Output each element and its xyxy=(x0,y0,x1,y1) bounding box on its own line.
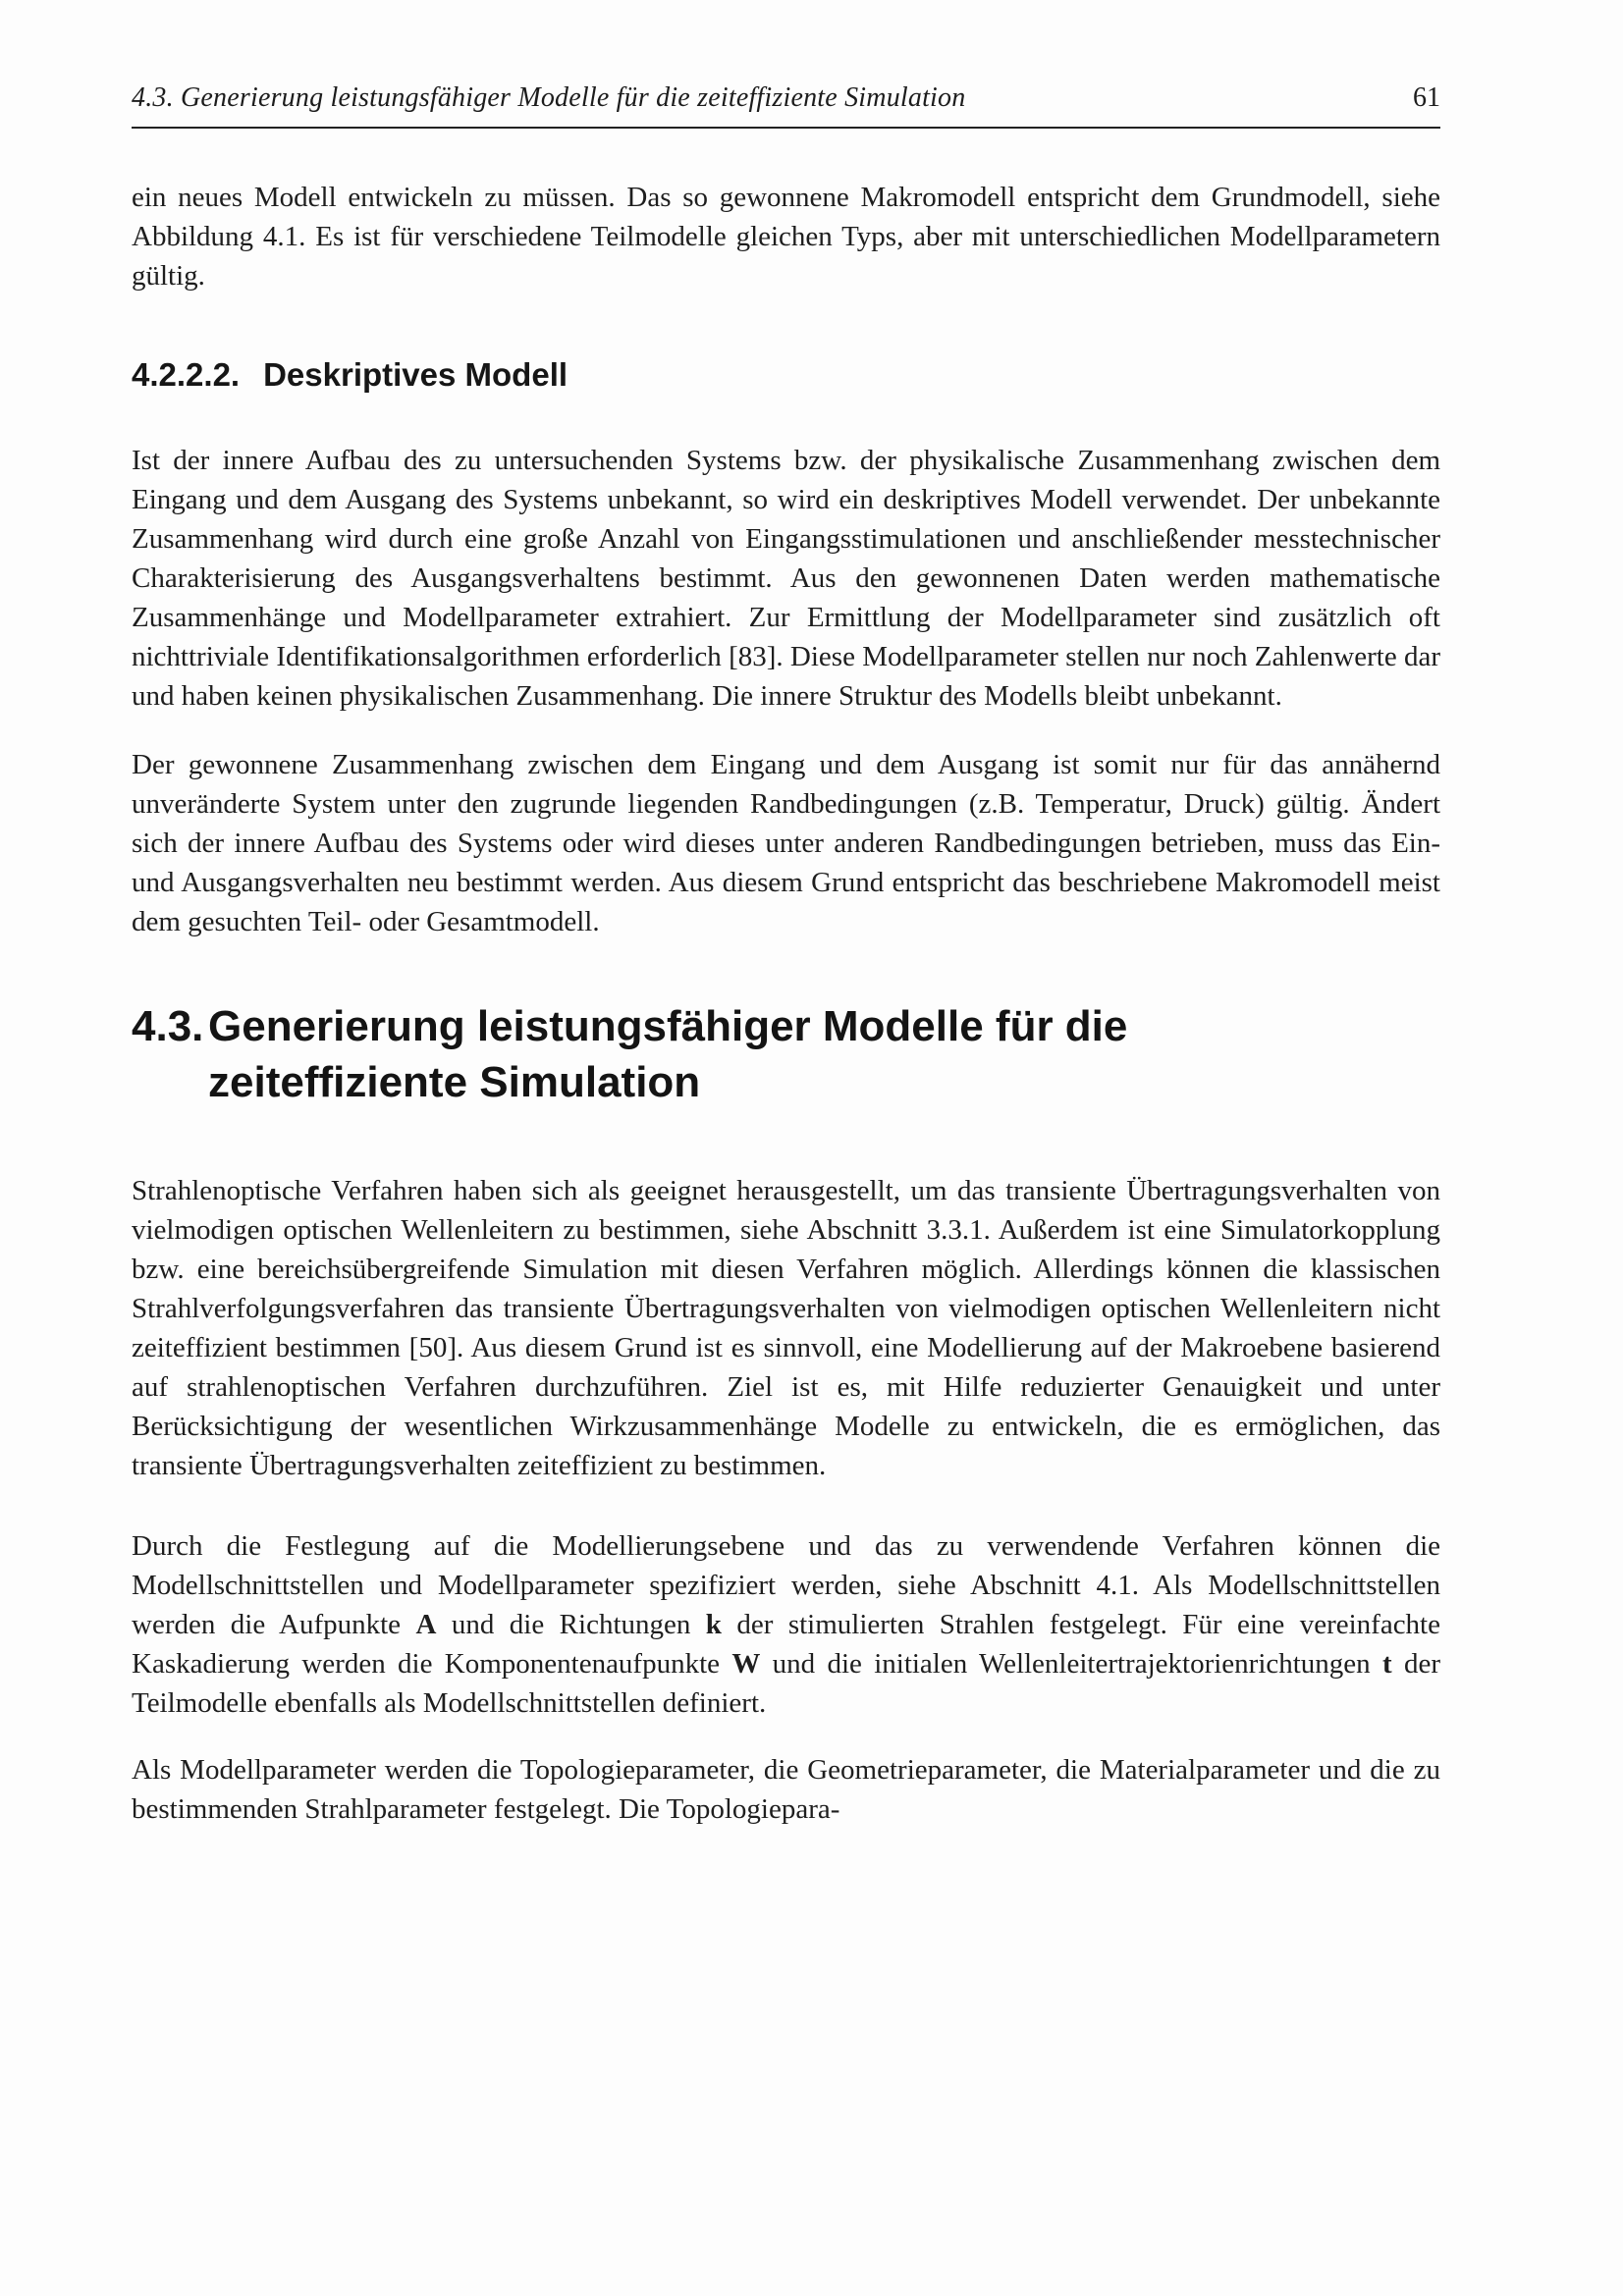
math-symbol-t: t xyxy=(1381,1648,1392,1680)
subsection-heading-deskriptives-modell xyxy=(132,356,1440,394)
p5-segment-3: der stimulierten Strahlen festgelegt. Für eine vereinfachte Kaskadierung werden die Komponentenaufpunkte xyxy=(132,1609,1440,1680)
page-number: 61 xyxy=(1413,82,1440,113)
paragraph-ray-optics-methods: Strahlenoptische Verfahren haben sich als geeignet herausgestellt, um das transiente Übertragungsverhalten von vielmodigen optischen Wellenleitern zu bestimmen, siehe Abschnitt 3.3.1. Außerdem ist eine Simulatorkopplung bzw. eine bereichsübergreifende Simulation mit diesen Verfahren möglich. Allerdings können die klassischen Strahlverfolgungsverfahren das transiente Übertragungsverhalten von vielmodigen optischen Wellenleitern nicht zeiteffizient bestimmen [50]. Aus diesem Grund ist es sinnvoll, eine Modellierung auf der Makroebene basierend auf strahlenoptischen Verfahren durchzuführen. Ziel ist es, mit Hilfe reduzierter Genauigkeit und unter Berücksichtigung der wesentlichen Wirkzusammenhänge Modelle zu entwickeln, die es ermöglichen, das transiente Übertragungsverhalten zeiteffizient zu bestimmen. xyxy=(132,1175,1440,1481)
math-symbol-k: k xyxy=(705,1609,722,1640)
page-header xyxy=(132,82,1440,129)
header-rule xyxy=(132,127,1440,129)
p5-segment-4: und die initialen Wellenleitertrajektorienrichtungen xyxy=(760,1648,1382,1680)
paragraph-macromodel-continuation: ein neues Modell entwickeln zu müssen. Das so gewonnene Makromodell entspricht dem Grundmodell, siehe Abbildung 4.1. Es ist für verschiedene Teilmodelle gleichen Typs, aber mit unterschiedlichen Modellparametern gültig. xyxy=(132,182,1440,292)
paragraph-relationship-validity: Der gewonnene Zusammenhang zwischen dem Eingang und dem Ausgang ist somit nur für das annähernd unveränderte System unter den zugrunde liegenden Randbedingungen (z.B. Temperatur, Druck) gültig. Ändert sich der innere Aufbau des Systems oder wird dieses unter anderen Randbedingungen betrieben, muss das Ein- und Ausgangsverhalten neu bestimmt werden. Aus diesem Grund entspricht das beschriebene Makromodell meist dem gesuchten Teil- oder Gesamtmodell. xyxy=(132,749,1440,937)
section-heading-4-3 xyxy=(132,998,1440,1110)
subsection-title: Deskriptives Modell xyxy=(263,356,568,393)
paragraph-descriptive-model: Ist der innere Aufbau des zu untersuchenden Systems bzw. der physikalische Zusammenhang zwischen dem Eingang und dem Ausgang des Systems unbekannt, so wird ein deskriptives Modell verwendet. Der unbekannte Zusammenhang wird durch eine große Anzahl von Eingangsstimulationen und anschließender messtechnischer Charakterisierung des Ausgangsverhaltens bestimmt. Aus den gewonnenen Daten werden mathematische Zusammenhänge und Modellparameter extrahiert. Zur Ermittlung der Modellparameter sind zusätzlich oft nichttriviale Identifikationsalgorithmen erforderlich [83]. Diese Modellparameter stellen nur noch Zahlenwerte dar und haben keinen physikalischen Zusammenhang. Die innere Struktur des Modells bleibt unbekannt. xyxy=(132,445,1440,712)
p5-segment-1: Durch die Festlegung auf die Modellierungsebene und das zu verwendende Verfahren können die Modellschnittstellen und Modellparameter spezifiziert werden, siehe Abschnitt 4.1. Als Modellschnittstellen werden die Aufpunkte xyxy=(132,1530,1440,1640)
running-head-title: 4.3. Generierung leistungsfähiger Modelle für die zeiteffiziente Simulation xyxy=(132,82,966,113)
paragraph-model-interfaces xyxy=(132,1526,1440,1723)
section-title-line2: zeiteffiziente Simulation xyxy=(208,1058,701,1106)
p5-segment-5: der Teilmodelle ebenfalls als Modellschnittstellen definiert. xyxy=(132,1648,1440,1719)
section-title xyxy=(208,998,1127,1110)
page-body xyxy=(132,178,1440,1829)
running-head xyxy=(132,82,1440,114)
section-number: 4.3. xyxy=(132,1002,204,1050)
math-symbol-A: A xyxy=(415,1609,437,1640)
p5-segment-2: und die Richtungen xyxy=(436,1609,706,1640)
math-symbol-W: W xyxy=(731,1648,761,1680)
subsection-number: 4.2.2.2. xyxy=(132,356,241,393)
paragraph-model-parameters: Als Modellparameter werden die Topologieparameter, die Geometrieparameter, die Materialparameter und die zu bestimmenden Strahlparameter festgelegt. Die Topologiepara- xyxy=(132,1754,1440,1825)
section-title-line1: Generierung leistungsfähiger Modelle für die xyxy=(208,1002,1128,1050)
